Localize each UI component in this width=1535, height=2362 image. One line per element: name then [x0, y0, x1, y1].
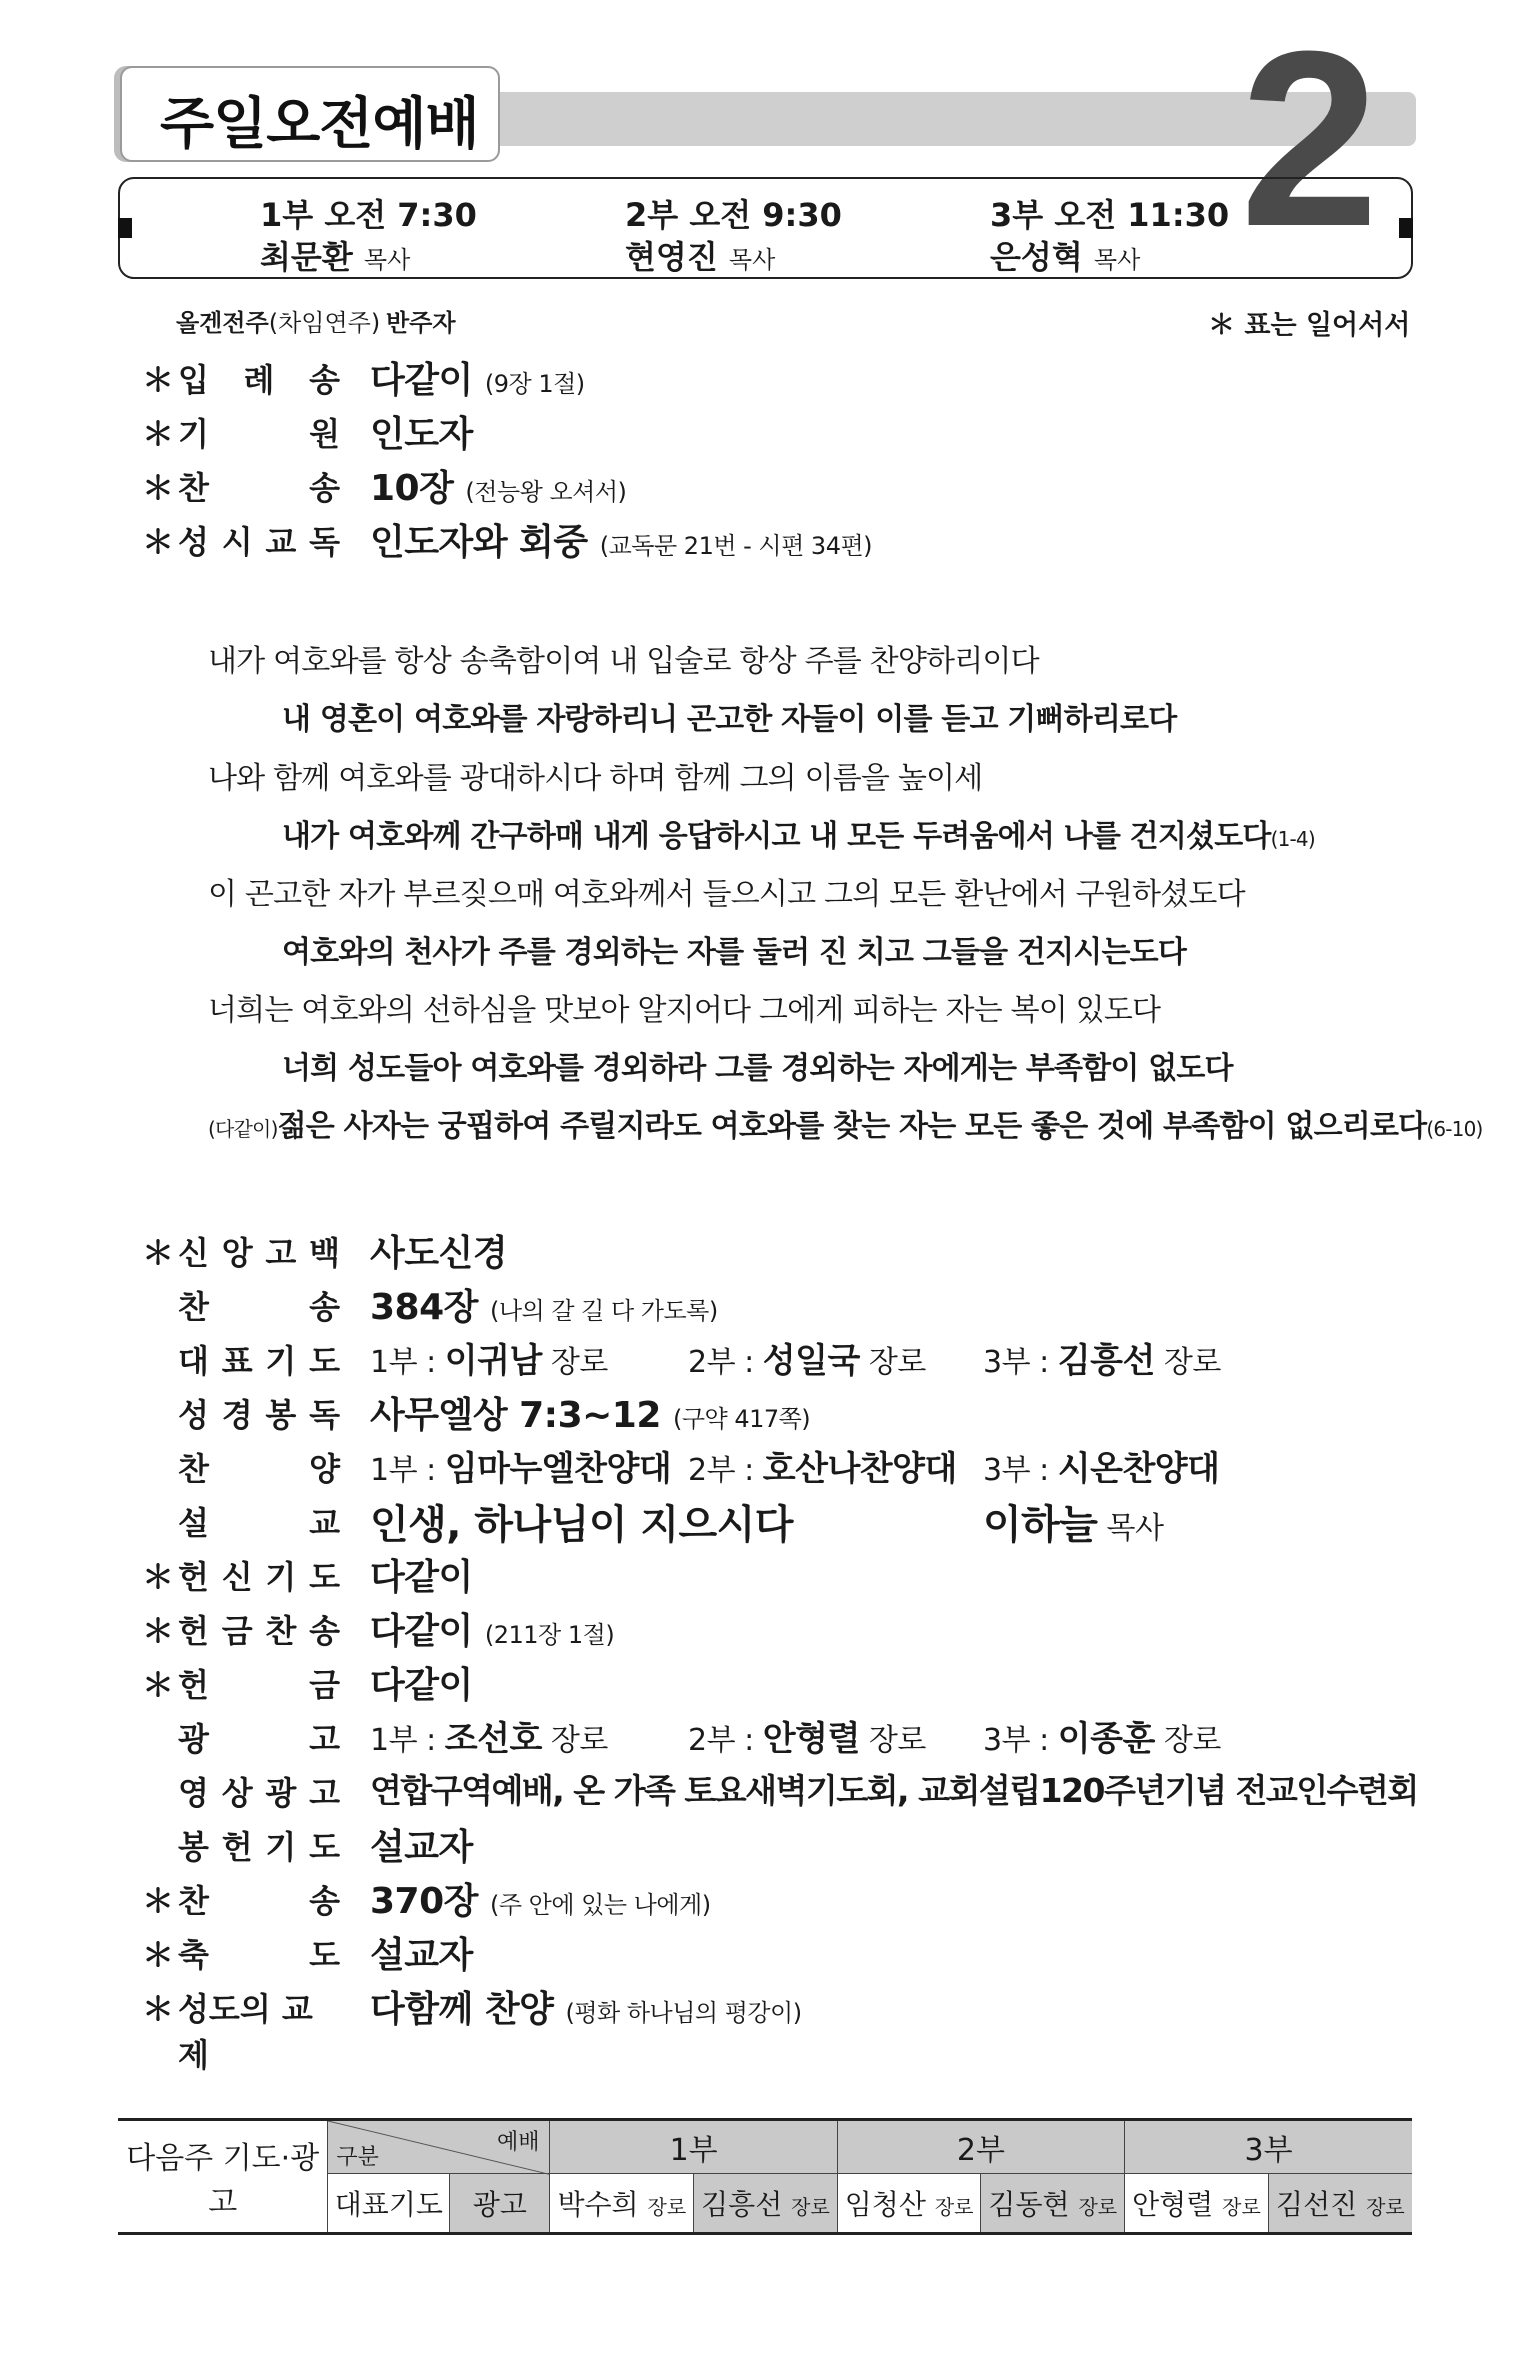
stand-marker: ＊ [142, 469, 175, 507]
announcement-part: 2부 : 안형렬 장로 [688, 1719, 926, 1759]
leader-role: 목사 [728, 246, 776, 274]
row-value: 다같이 (9장 1절) [370, 360, 585, 401]
row-label: 봉 헌 기 도 [178, 1828, 340, 1866]
stand-marker: ＊ [142, 415, 175, 453]
psalm-line: 나와 함께 여호와를 광대하시다 하며 함께 그의 이름을 높이세 [208, 761, 983, 796]
prelude-label: 올겐전주 [176, 309, 269, 337]
row-value: 384장 (나의 갈 길 다 가도록) [370, 1287, 718, 1328]
row-value: 사무엘상 7:3~12 (구약 417쪽) [370, 1395, 811, 1436]
psalm-line: 여호와의 천사가 주를 경외하는 자를 둘러 진 치고 그들을 건지시는도다 [282, 935, 1187, 970]
leader-name: 은성혁 [990, 238, 1083, 276]
schedule-cell: 임청산 장로 [837, 2174, 981, 2234]
row-label: 성 시 교 독 [178, 523, 340, 561]
corner-top-label: 예배 [496, 2130, 540, 2155]
row-label: 헌 금 찬 송 [178, 1612, 340, 1650]
stand-marker: ＊ [142, 1558, 175, 1596]
together-marker: (다같이) [208, 1117, 278, 1141]
next-week-table [118, 2118, 1412, 2235]
row-label-announcement: 광고 [450, 2174, 550, 2234]
sermon-title: 인생, 하나님이 지으시다 [370, 1502, 793, 1548]
prayer-part: 3부 : 김흥선 장로 [983, 1341, 1221, 1381]
row-label: 설 교 [178, 1504, 340, 1542]
prayer-part: 1부 : 이귀남 장로 [370, 1341, 608, 1381]
row-label: 찬 송 [178, 1882, 340, 1920]
corner-header [328, 2120, 550, 2174]
row-label: 헌 금 [178, 1666, 340, 1704]
row-note: (평화 하나님의 평강이) [565, 1999, 802, 2027]
stand-marker: ＊ [142, 1990, 175, 2028]
stand-marker: ＊ [142, 1936, 175, 1974]
leader-name: 최문환 [260, 238, 353, 276]
row-value: 설교자 [370, 1827, 473, 1868]
corner-bottom-label: 구분 [336, 2145, 379, 2170]
schedule-cell: 박수희 장로 [550, 2174, 694, 2234]
row-label: 신 앙 고 백 [178, 1234, 340, 1272]
row-label: 찬 송 [178, 469, 340, 507]
verse-ref: (1-4) [1270, 827, 1315, 851]
row-value: 다같이 [370, 1665, 473, 1706]
psalm-line: 내가 여호와께 간구하매 내게 응답하시고 내 모든 두려움에서 나를 건지셨도다(1-4) [282, 819, 1315, 854]
stand-marker: ＊ [142, 1882, 175, 1920]
stand-marker: ＊ [142, 523, 175, 561]
box-marker-left [118, 218, 132, 238]
row-note: (전능왕 오셔서) [465, 478, 627, 506]
psalm-line: (다같이)젊은 사자는 궁핍하여 주릴지라도 여호와를 찾는 자는 모든 좋은 것에 부족함이 없으리로다(6-10) [208, 1109, 1483, 1144]
row-note: (구약 417쪽) [672, 1405, 811, 1433]
schedule-cell: 김흥선 장로 [694, 2174, 838, 2234]
choir-part: 2부 : 호산나찬양대 [688, 1449, 957, 1489]
service-header: 1부 [550, 2120, 837, 2174]
service-2-time: 2부 오전 9:30 [625, 196, 842, 234]
service-1-leader [260, 232, 410, 278]
prayer-part: 2부 : 성일국 장로 [688, 1341, 926, 1381]
psalm-line: 이 곤고한 자가 부르짖으매 여호와께서 들으시고 그의 모든 환난에서 구원하셨도다 [208, 877, 1245, 912]
row-value: 사도신경 [370, 1233, 508, 1274]
row-value: 인도자와 회중 (교독문 21번 - 시편 34편) [370, 522, 873, 563]
schedule-cell: 김동현 장로 [981, 2174, 1125, 2234]
row-label: 축 도 [178, 1936, 340, 1974]
prelude-line [176, 303, 380, 338]
accompanist-label: 반주자 [386, 309, 456, 337]
row-label: 기 원 [178, 415, 340, 453]
row-label: 입 례 송 [178, 361, 340, 399]
row-label: 광 고 [178, 1720, 340, 1758]
schedule-cell: 안형렬 장로 [1125, 2174, 1269, 2234]
row-label: 헌 신 기 도 [178, 1558, 340, 1596]
service-3-leader [990, 232, 1140, 278]
row-note: (교독문 21번 - 시편 34편) [599, 532, 873, 560]
choir-part: 3부 : 시온찬양대 [983, 1449, 1220, 1489]
row-value: 다같이 [370, 1557, 473, 1598]
psalm-line: 내가 여호와를 항상 송축함이여 내 입술로 항상 주를 찬양하리이다 [208, 644, 1039, 679]
row-label: 찬 양 [178, 1450, 340, 1488]
announcement-part: 3부 : 이종훈 장로 [983, 1719, 1221, 1759]
leader-name: 현영진 [625, 238, 718, 276]
row-label: 대 표 기 도 [178, 1342, 340, 1380]
row-value: 인도자 [370, 414, 473, 455]
row-label-prayer: 대표기도 [328, 2174, 450, 2234]
schedule-cell: 김선진 장로 [1268, 2174, 1412, 2234]
row-value: 설교자 [370, 1935, 473, 1976]
row-label: 영 상 광 고 [178, 1774, 340, 1812]
row-label: 찬 송 [178, 1288, 340, 1326]
page-number: 2 [1240, 0, 1380, 278]
psalm-line: 너희는 여호와의 선하심을 맛보아 알지어다 그에게 피하는 자는 복이 있도다 [208, 993, 1161, 1028]
row-value: 연합구역예배, 온 가족 토요새벽기도회, 교회설립120주년기념 전교인수련회 [370, 1771, 1418, 1810]
service-3-time: 3부 오전 11:30 [990, 196, 1230, 234]
row-value: 다같이 (211장 1절) [370, 1611, 615, 1652]
row-note: (9장 1절) [484, 370, 585, 398]
service-2-leader [625, 232, 775, 278]
next-week-title: 다음주 기도·광고 [118, 2120, 328, 2234]
stand-marker: ＊ [142, 1612, 175, 1650]
row-label: 성도의 교제 [178, 1990, 313, 2074]
stand-marker: ＊ [142, 361, 175, 399]
box-marker-right [1399, 218, 1413, 238]
stand-note: ＊ 표는 일어서서 [1208, 310, 1411, 341]
service-header: 3부 [1125, 2120, 1412, 2174]
psalm-line: 내 영혼이 여호와를 자랑하리니 곤고한 자들이 이를 듣고 기뻐하리로다 [282, 702, 1177, 737]
leader-role: 목사 [1093, 246, 1141, 274]
leader-role: 목사 [363, 246, 411, 274]
page-title: 주일오전예배 [160, 92, 479, 157]
stand-marker: ＊ [142, 1234, 175, 1272]
psalm-line: 너희 성도들아 여호와를 경외하라 그를 경외하는 자에게는 부족함이 없도다 [282, 1051, 1233, 1086]
service-1-time: 1부 오전 7:30 [260, 196, 477, 234]
row-note: (나의 갈 길 다 가도록) [489, 1297, 718, 1325]
row-value: 370장 (주 안에 있는 나에게) [370, 1881, 711, 1922]
row-note: (211장 1절) [484, 1621, 615, 1649]
stand-marker: ＊ [142, 1666, 175, 1704]
row-value: 10장 (전능왕 오셔서) [370, 468, 627, 509]
choir-part: 1부 : 임마누엘찬양대 [370, 1449, 672, 1489]
row-value: 다함께 찬양 (평화 하나님의 평강이) [370, 1989, 802, 2030]
announcement-part: 1부 : 조선호 장로 [370, 1719, 608, 1759]
row-note: (주 안에 있는 나에게) [489, 1891, 711, 1919]
prelude-note: (차임연주) [268, 309, 381, 337]
service-header: 2부 [837, 2120, 1124, 2174]
row-label: 성 경 봉 독 [178, 1396, 340, 1434]
preacher: 이하늘 목사 [983, 1502, 1164, 1548]
verse-ref: (6-10) [1426, 1117, 1483, 1141]
